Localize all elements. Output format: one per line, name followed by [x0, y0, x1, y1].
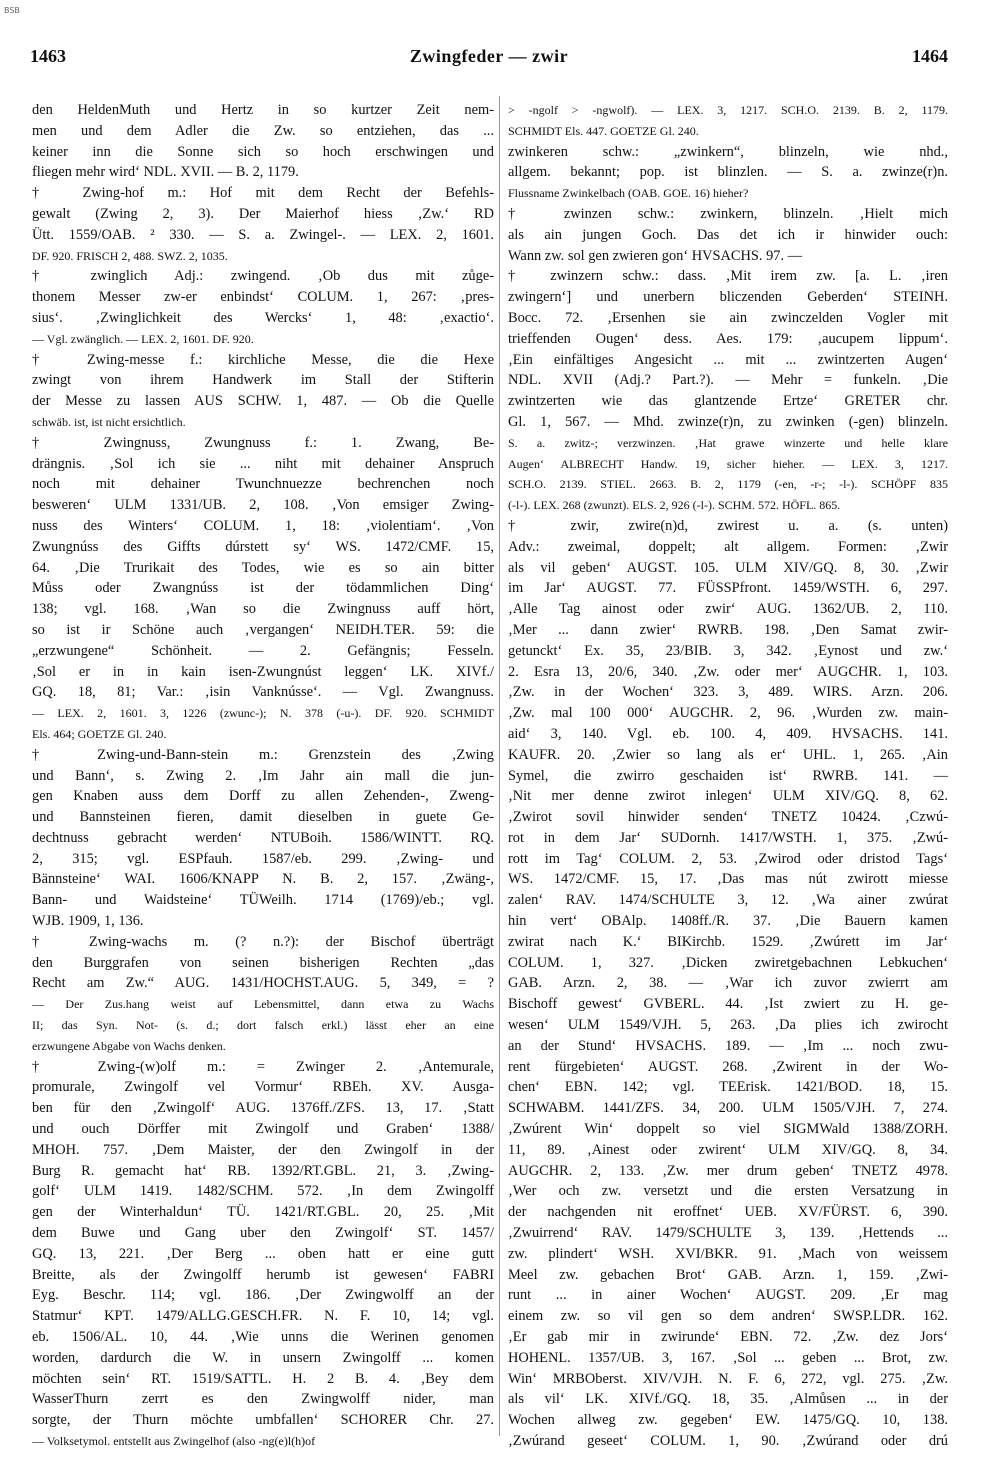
text-line: > -ngolf > -ngwolf). — LEX. 3, 1217. SCH.O. 2139. B. 2, 1179.: [508, 103, 948, 117]
text-line: dem Buwe und Gang uber den Zwingolf‘ ST. 1457/: [32, 1225, 494, 1242]
text-line: der Messe zu lassen AUS SCHW. 1, 487. — Ob die Quelle: [32, 393, 494, 410]
text-line: zwingern‘] und unerbern bliczenden Geberden‘ STEINH.: [508, 289, 948, 306]
text-line: WS. 1472/CMF. 15, 17. ‚Das mas nút zwirott miesse: [508, 871, 948, 888]
text-line: drängnis. ‚Sol ich sie ... niht mit dehainer Anspruch: [32, 455, 494, 472]
text-line: eb. 1506/AL. 10, 44. ‚Wie unns die Werinen genomen: [32, 1329, 494, 1346]
text-line: WasserThurn zerrt es den Zwingwolff nider, man: [32, 1391, 494, 1408]
text-line: „erzwungene“ Schönheit. — 2. Gefängnis; Fesseln.: [32, 642, 494, 659]
text-line: Bocc. 72. ‚Ersenhen sie ain zwinczelden Vogler mit: [508, 309, 948, 326]
text-line: rott im Tag‘ COLUM. 2, 53. ‚Zwirod oder dristod Tags‘: [508, 850, 948, 867]
text-line: ‚Zw. in der Wochen‘ 323. 3, 489. WIRS. Arzn. 206.: [508, 684, 948, 701]
page-number-left: 1463: [30, 46, 66, 66]
text-line: † Zwing-wachs m. (? n.?): der Bischof überträgt: [32, 933, 494, 950]
text-line: † Zwing-hof m.: Hof mit dem Recht der Befehls-: [32, 185, 494, 202]
text-line: möchten sein‘ RT. 1519/SATTL. H. 2 B. 4. ‚Bey dem: [32, 1370, 494, 1387]
text-line: † Zwing-und-Bann-stein m.: Grenzstein des ‚Zwing: [32, 746, 494, 763]
text-line: COLUM. 1, 327. ‚Dicken zwiretgebachnen Lebkuchen‘: [508, 954, 948, 971]
text-line: zwirat nach K.‘ BIKirchb. 1529. ‚Zwúrett im Jar‘: [508, 933, 948, 950]
text-line: golf‘ ULM 1419. 1482/SCHM. 572. ‚In dem Zwingolff: [32, 1183, 494, 1200]
text-line: — Volksetymol. entstellt aus Zwingelhof (also -ng(e)l(h)of: [32, 1434, 316, 1448]
text-line: † Zwing-(w)olf m.: = Zwinger 2. ‚Antemurale,: [32, 1058, 494, 1075]
text-line: gen der Winterhaldun‘ TÜ. 1421/RT.GBL. 20, 25. ‚Mit: [32, 1204, 494, 1221]
text-line: ‚Zwúrand geseet‘ COLUM. 1, 90. ‚Zwúrand oder drú: [508, 1433, 948, 1449]
library-stamp: BSB: [4, 6, 20, 15]
text-line: zw. plindert‘ WSH. XVI/BKR. 91. ‚Mach von weissem: [508, 1245, 948, 1262]
text-line: Win‘ MRBOberst. XIV/VJH. N. F. 6, 272, vgl. 275. ‚Zw.: [508, 1370, 948, 1387]
text-line: Wochen allweg zw. gegeben‘ EW. 1475/GQ. 10, 138.: [508, 1412, 948, 1429]
text-line: Augen‘ ALBRECHT Handw. 19, sicher hieher. — LEX. 3, 1217.: [508, 456, 948, 471]
right-column: [508, 100, 948, 1452]
text-line: nuss des Winters‘ COLUM. 1, 18: ‚violentiam‘. ‚Von: [32, 517, 494, 534]
text-line: 11, 89. ‚Ainest oder zwirent‘ ULM XIV/GQ. 8, 34.: [508, 1141, 948, 1158]
text-line: noch mit dehainer Twunchnuezze bechrenchen noch: [32, 476, 494, 493]
text-line: und Bannsteinen fieren, damit dieselben in guete Ge-: [32, 809, 494, 826]
text-line: II; das Syn. Not- (s. d.; dort falsch erkl.) lässt eher an eine: [32, 1018, 494, 1033]
column-divider: [499, 96, 500, 1436]
text-line: zwintzerten wie das glantzende Ertze‘ GRETER chr.: [508, 393, 948, 410]
text-line: Adv.: zweimal, doppelt; alt allgem. Formen: ‚Zwir: [508, 538, 948, 555]
text-line: DF. 920. FRISCH 2, 488. SWZ. 2, 1035.: [32, 248, 228, 263]
text-line: erzwungene Abgabe von Wachs denken.: [32, 1038, 226, 1053]
text-line: als ain jungen Goch. Das det ich ir hinwider ouch:: [508, 226, 948, 243]
text-line: † zwinglich Adj.: zwingend. ‚Ob dus mit zůge-: [32, 268, 494, 285]
text-line: Recht am Zw.“ AUG. 1431/HOCHST.AUG. 5, 349, = ?: [32, 975, 494, 992]
text-line: Bischoff gewest‘ GVBERL. 44. ‚Ist zwiert zu H. ge-: [508, 996, 948, 1013]
text-line: 2, 315; vgl. ESPfauh. 1587/eb. 299. ‚Zwing- und: [32, 850, 494, 867]
text-line: AUGCHR. 2, 133. ‚Zw. mer drum geben‘ TNETZ 4978.: [508, 1162, 948, 1179]
page-number-right: 1464: [912, 46, 948, 66]
text-line: rent fürgebieten‘ AUGST. 268. ‚Zwirent in der Wo-: [508, 1058, 948, 1075]
text-line: der nachgenden nit eroffnet‘ UEB. XV/FÜRST. 6, 390.: [508, 1204, 948, 1221]
text-line: GQ. 18, 81; Var.: ‚isin Vanknússe‘. — Vgl. Zwangnuss.: [32, 684, 494, 701]
text-line: 138; vgl. 168. ‚Wan so die Zwingnuss auff hört,: [32, 601, 494, 618]
text-line: Zwungnúss des Giffts dúrstett sy‘ WS. 1472/CMF. 15,: [32, 538, 494, 555]
text-line: runt ... in ainer Wochen‘ AUGST. 209. ‚Er mag: [508, 1287, 948, 1304]
text-line: thonem Messer zw-er enbindst‘ COLUM. 1, 267: ‚pres-: [32, 289, 494, 306]
text-line: als vil‘ LK. XIVf./GQ. 18, 35. ‚Almůsen ... in der: [508, 1391, 948, 1408]
text-line: SCHMIDT Els. 447. GOETZE Gl. 240.: [508, 123, 699, 138]
text-line: 2. Esra 13, 20/6, 340. ‚Zw. oder mer‘ AUGCHR. 1, 103.: [508, 663, 948, 680]
text-line: gen Knaben auss dem Dorff zu allen Zehenden-, Zweng-: [32, 788, 494, 805]
text-line: ‚Er gab mir in zwirunde‘ EBN. 72. ‚Zw. dez Jors‘: [508, 1329, 948, 1346]
text-line: schwäb. ist, ist nicht ersichtlich.: [32, 414, 186, 429]
text-line: Burg R. gemacht hat‘ RB. 1392/RT.GBL. 21, 3. ‚Zwing-: [32, 1162, 494, 1179]
text-line: ‚Zwúrent Win‘ doppelt so viel SIGMWald 1388/ZORH.: [508, 1121, 948, 1138]
text-line: besweren‘ ULM 1331/UB. 2, 108. ‚Von emsiger Zwing-: [32, 497, 494, 514]
text-line: hin vert‘ OBAlp. 1408ff./R. 37. ‚Die Bauern kamen: [508, 913, 948, 930]
text-line: WJB. 1909, 1, 136.: [32, 913, 144, 930]
text-line: † Zwing-messe f.: kirchliche Messe, die die Hexe: [32, 351, 494, 368]
left-column: [32, 100, 494, 1452]
text-line: und ouch Dörffer mit Zwingolf und Graben‘ 1388/: [32, 1121, 494, 1138]
text-line: ‚Nit mer denne zwirot inlegen‘ ULM XIV/GQ. 8, 62.: [508, 788, 948, 805]
text-line: aid‘ 3, 140. Vgl. eb. 100. 4, 409. HVSACHS. 141.: [508, 725, 948, 742]
text-line: den Burggrafen von seinen bisherigen Rechten „das: [32, 954, 494, 971]
text-line: KAUFR. 20. ‚Zwier so lang als er‘ UHL. 1, 265. ‚Ain: [508, 746, 948, 763]
text-line: Můss oder Zwangnúss ist der tödammlichen Ding‘: [32, 580, 494, 597]
text-line: ‚Zwuirrend‘ RAV. 1479/SCHULTE 3, 139. ‚Hettends ...: [508, 1225, 948, 1242]
text-line: Meel zw. gebachen Brot‘ GAB. Arzn. 1, 159. ‚Zwi-: [508, 1266, 948, 1283]
text-line: NDL. XVII (Adj.? Part.?). — Mehr = funkeln. ‚Die: [508, 372, 948, 389]
text-line: GAB. Arzn. 2, 38. — ‚War ich zuvor zwierrt am: [508, 975, 948, 992]
text-line: ben für den ‚Zwingolf‘ AUG. 1376ff./ZFS. 13, 17. ‚Statt: [32, 1100, 494, 1117]
text-line: und Bann‘, s. Zwing 2. ‚Im Jahr ain mall die jun-: [32, 767, 494, 784]
text-line: promurale, Zwingolf vel Vormur‘ RBEh. XV. Ausga-: [32, 1079, 494, 1096]
text-line: SCHWABM. 1441/ZFS. 34, 200. ULM 1505/VJH. 7, 274.: [508, 1100, 948, 1117]
text-line: — LEX. 2, 1601. 3, 1226 (zwunc-); N. 378 (-u-). DF. 920. SCHMIDT: [32, 706, 494, 721]
text-line: (-l-). LEX. 268 (zwunzt). ELS. 2, 926 (-l-). SCHM. 572. HÖFL. 865.: [508, 498, 841, 513]
text-line: — Vgl. zwänglich. — LEX. 2, 1601. DF. 920.: [32, 331, 254, 346]
text-line: getunckt‘ Ex. 35, 23/BIB. 3, 342. ‚Eynost und zw.‘: [508, 642, 948, 659]
text-line: 64. ‚Die Trurikait des Todes, wie es so ain bitter: [32, 559, 494, 576]
text-line: Ütt. 1559/OAB. ² 330. — S. a. Zwingel-. — LEX. 2, 1601.: [32, 226, 494, 243]
text-line: ‚Zwirot sovil hinwider senden‘ TNETZ 10424. ‚Czwú-: [508, 809, 948, 826]
text-line: HOHENL. 1357/UB. 3, 167. ‚Sol ... geben ... Brot, zw.: [508, 1349, 948, 1366]
text-line: fliegen mehr wird‘ NDL. XVII. — B. 2, 1179.: [32, 164, 299, 181]
text-line: Symel, die zwirro geschaiden ist‘ RWRB. 141. —: [508, 767, 948, 784]
text-line: † Zwingnuss, Zwungnuss f.: 1. Zwang, Be-: [32, 434, 494, 451]
running-title: Zwingfeder — zwir: [409, 46, 569, 66]
text-line: Flussname Zwinkelbach (OAB. GOE. 16) hieher?: [508, 186, 749, 201]
text-line: an der Stund‘ HVSACHS. 189. — ‚Im ... noch zwu-: [508, 1037, 948, 1054]
text-line: zwingt von ihrem Handwerk im Stall der Stifterin: [32, 372, 494, 389]
text-line: gewalt (Zwing 2, 3). Der Maierhof hiess ‚Zw.‘ RD: [32, 205, 494, 222]
text-line: GQ. 13, 221. ‚Der Berg ... oben hatt er eine gutt: [32, 1245, 494, 1262]
text-line: zwinkeren schw.: „zwinkern“, blinzeln, wie nhd.,: [508, 143, 948, 160]
text-line: ‚Zw. mal 100 000‘ AUGCHR. 2, 96. ‚Wurden zw. main-: [508, 705, 948, 722]
text-line: so ist ir Schöne auch ‚vergangen‘ NEIDH.TER. 59: die: [32, 621, 494, 638]
text-line: einem zw. so vil gen so dem andren‘ SWSP.LDR. 162.: [508, 1308, 948, 1325]
text-line: rot in dem Jar‘ SUDornh. 1417/WSTH. 1, 375. ‚Zwú-: [508, 829, 948, 846]
text-line: ‚Sol er in in kain isen-Zwungnúst leggen‘ LK. XIVf./: [32, 663, 494, 680]
text-line: ‚Wer och zw. versetzt und die ersten Versatzung in: [508, 1183, 948, 1200]
text-line: chen‘ EBN. 142; vgl. TEErisk. 1421/BOD. 18, 15.: [508, 1079, 948, 1096]
text-line: S. a. zwitz-; verzwinzen. ‚Hat grawe winzerte und helle klare: [508, 435, 948, 450]
text-line: ‚Mer ... dann zwier‘ RWRB. 198. ‚Den Samat zwir-: [508, 621, 948, 638]
text-line: ‚Alle Tag ainost oder zwir‘ AUG. 1362/UB. 2, 110.: [508, 601, 948, 618]
text-line: allgem. bekannt; pop. ist blinzlen. — S. a. zwinze(r)n.: [508, 164, 948, 181]
text-line: † zwinzern schw.: dass. ‚Mit irem zw. [a. L. ‚iren: [508, 268, 948, 285]
text-line: ‚Ein einfältiges Angesicht ... mit ... zwintzerten Augen‘: [508, 351, 948, 368]
text-line: † zwinzen schw.: zwinkern, blinzeln. ‚Hielt mich: [508, 205, 948, 222]
text-line: Eyg. Beschr. 114; vgl. 186. ‚Der Zwingwolff an der: [32, 1287, 494, 1304]
page-header: [30, 46, 948, 70]
text-line: Statmur‘ KPT. 1479/ALLG.GESCH.FR. N. F. 10, 14; vgl.: [32, 1308, 494, 1325]
text-line: worden, dardurch die W. in unsern Zwingolff ... komen: [32, 1349, 494, 1366]
text-line: als vil geben‘ AUGST. 105. ULM XIV/GQ. 8, 30. ‚Zwir: [508, 559, 948, 576]
text-line: sius‘. ‚Zwinglichkeit des Wercks‘ 1, 48: ‚exactio‘.: [32, 309, 494, 326]
text-line: SCH.O. 2139. STIEL. 2663. B. 2, 1179 (-en, -r-; -l-). SCHÖPF 835: [508, 477, 948, 492]
text-line: im Jar‘ AUGST. 77. FÜSSPfront. 1459/WSTH. 6, 297.: [508, 580, 948, 597]
text-line: — Der Zus.hang weist auf Lebensmittel, dann etwa zu Wachs: [32, 997, 494, 1012]
text-line: Gl. 1, 567. — Mhd. zwinze(r)n, zu zwinken (-gen) blinzeln.: [508, 413, 948, 430]
text-line: † zwir, zwire(n)d, zwirest u. a. (s. unten): [508, 517, 948, 534]
text-line: Els. 464; GOETZE Gl. 240.: [32, 726, 167, 741]
text-line: wesen‘ ULM 1549/VJH. 5, 263. ‚Da plies ich zwirocht: [508, 1017, 948, 1034]
text-line: trieffenden Ougen‘ dess. Aes. 179: ‚aucupem lippum‘.: [508, 330, 948, 347]
text-line: Wann zw. sol gen zwieren gon‘ HVSACHS. 97. —: [508, 247, 803, 264]
text-line: sorgte, der Thurn möchte umbfallen‘ SCHORER Chr. 27.: [32, 1412, 494, 1429]
text-line: Breitte, als der Zwingolff herumb ist gewesen‘ FABRI: [32, 1266, 494, 1283]
text-line: den HeldenMuth und Hertz in so kurtzer Zeit nem-: [32, 102, 494, 118]
text-line: dechtnuss gebracht werden‘ NTUBoih. 1586/WINTT. RQ.: [32, 829, 494, 846]
text-line: zalen‘ RAV. 1474/SCHULTE 3, 12. ‚Wa ainer zwúrat: [508, 892, 948, 909]
text-line: keiner inn die Sonne sich so hoch erschwingen und: [32, 143, 494, 160]
text-line: men und dem Adler die Zw. so entziehen, das ...: [32, 122, 494, 139]
text-line: MHOH. 757. ‚Dem Maister, der den Zwingolf in der: [32, 1141, 494, 1158]
text-line: Bann- und Waidsteine‘ TÜWeilh. 1714 (1769)/eb.; vgl.: [32, 892, 494, 909]
text-line: Bännsteine‘ WAI. 1606/KNAPP N. B. 2, 157. ‚Zwäng-,: [32, 871, 494, 888]
